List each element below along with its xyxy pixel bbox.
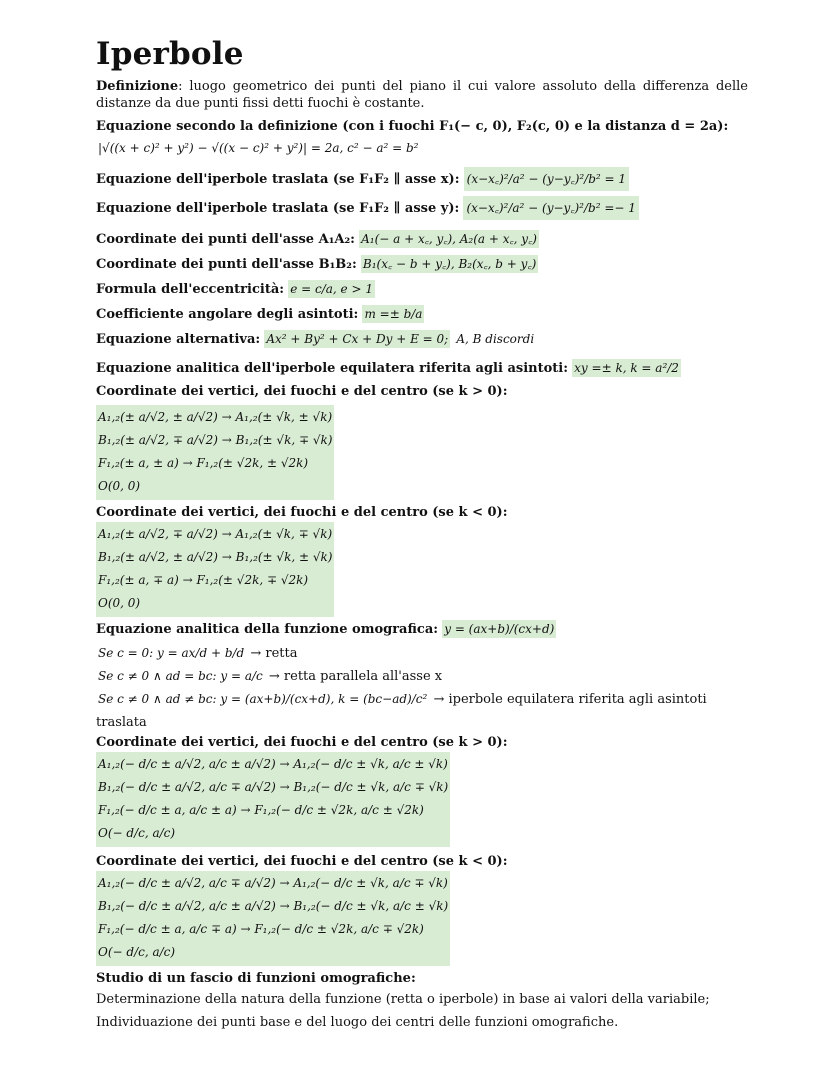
axis-a-row — [96, 227, 748, 252]
eccentricity-formula: e = c/a, e > 1 — [290, 282, 373, 296]
definition-label: Definizione — [96, 79, 179, 94]
vertices-k-neg-heading: Coordinate dei vertici, dei fuochi e del centro (se k < 0): — [96, 505, 508, 520]
list-item: O(− d/c, a/c) — [98, 826, 176, 840]
translated-y-formula: (x−x꜀)²/a² − (y−y꜀)²/b² =− 1 — [463, 196, 638, 220]
homographic-case-1 — [96, 642, 748, 665]
alternative-formula: Ax² + By² + Cx + Dy + E = 0; — [266, 332, 449, 346]
case-condition: Se c ≠ 0 ∧ ad = bc: y = a/c — [98, 669, 263, 683]
vertices-k-neg-list — [96, 522, 334, 617]
alternative-row — [96, 327, 748, 352]
translated-y-label: Equazione dell'iperbole traslata (se F₁F₂ ∥ asse y): — [96, 201, 460, 216]
homo-k-pos-list — [96, 752, 450, 847]
list-item: O(0, 0) — [98, 479, 141, 493]
translated-y-row — [96, 196, 748, 221]
case-result: → iperbole equilatera riferita agli asintoti traslata — [96, 692, 707, 730]
list-item: A₁,₂(− d/c ± a/√2, a/c ± a/√2) → A₁,₂(− d/c ± √k, a/c ± √k) — [98, 757, 448, 771]
list-item: B₁,₂(− d/c ± a/√2, a/c ± a/√2) → B₁,₂(− d/c ± √k, a/c ± √k) — [98, 899, 449, 913]
eccentricity-row — [96, 277, 748, 302]
case-result: → retta — [250, 646, 298, 661]
homographic-case-2 — [96, 665, 748, 688]
axis-a-label: Coordinate dei punti dell'asse A₁A₂: — [96, 232, 355, 247]
list-item: O(− d/c, a/c) — [98, 945, 176, 959]
asymptotes-label: Coefficiente angolare degli asintoti: — [96, 307, 359, 322]
homo-k-neg-heading: Coordinate dei vertici, dei fuochi e del centro (se k < 0): — [96, 854, 508, 869]
asymptotes-formula: m =± b/a — [364, 307, 423, 321]
homographic-label: Equazione analitica della funzione omografica: — [96, 622, 439, 637]
list-item: F₁,₂(± a, ∓ a) → F₁,₂(± √2k, ∓ √2k) — [98, 573, 309, 587]
list-item: F₁,₂(± a, ± a) → F₁,₂(± √2k, ± √2k) — [98, 456, 309, 470]
homographic-case-3 — [96, 688, 748, 734]
list-item: O(0, 0) — [98, 596, 141, 610]
translated-x-label: Equazione dell'iperbole traslata (se F₁F₂ ∥ asse x): — [96, 172, 460, 187]
axis-b-formula: B₁(x꜀ − b + y꜀), B₂(x꜀, b + y꜀) — [362, 257, 537, 271]
case-result: → retta parallela all'asse x — [268, 669, 443, 684]
axis-a-formula: A₁(− a + x꜀, y꜀), A₂(a + x꜀, y꜀) — [361, 232, 537, 246]
list-item: B₁,₂(− d/c ± a/√2, a/c ∓ a/√2) → B₁,₂(− d/c ± √k, a/c ∓ √k) — [98, 780, 449, 794]
eccentricity-label: Formula dell'eccentricità: — [96, 282, 285, 297]
equilateral-row — [96, 356, 748, 381]
case-condition: Se c = 0: y = ax/d + b/d — [98, 646, 245, 660]
homographic-row — [96, 617, 748, 642]
definition-text: : luogo geometrico dei punti del piano il cui valore assoluto della differenza delle distanze da due punti fissi detti fuochi è costante. — [96, 79, 748, 111]
list-item: F₁,₂(− d/c ± a, a/c ∓ a) → F₁,₂(− d/c ± √2k, a/c ∓ √2k) — [98, 922, 424, 936]
axis-b-row — [96, 252, 748, 277]
vertices-k-pos-heading: Coordinate dei vertici, dei fuochi e del centro (se k > 0): — [96, 384, 508, 399]
homo-k-neg-list — [96, 871, 450, 966]
homographic-formula: y = (ax+b)/(cx+d) — [444, 622, 555, 636]
eq-definition-heading: Equazione secondo la definizione (con i fuochi F₁(− c, 0), F₂(c, 0) e la distanza d = 2a): — [96, 119, 729, 134]
translated-x-formula: (x−x꜀)²/a² − (y−y꜀)²/b² = 1 — [464, 167, 629, 191]
definition-paragraph — [96, 78, 748, 112]
list-item: B₁,₂(± a/√2, ∓ a/√2) → B₁,₂(± √k, ∓ √k) — [98, 433, 333, 447]
list-item: A₁,₂(± a/√2, ∓ a/√2) → A₁,₂(± √k, ∓ √k) — [98, 527, 333, 541]
translated-x-row — [96, 167, 748, 192]
list-item: A₁,₂(− d/c ± a/√2, a/c ∓ a/√2) → A₁,₂(− d/c ± √k, a/c ∓ √k) — [98, 876, 448, 890]
equilateral-label: Equazione analitica dell'iperbole equilatera riferita agli asintoti: — [96, 361, 569, 376]
axis-b-label: Coordinate dei punti dell'asse B₁B₂: — [96, 257, 357, 272]
asymptotes-row — [96, 302, 748, 327]
page-title: Iperbole — [96, 36, 244, 72]
document-page — [96, 36, 748, 1034]
homo-k-pos-heading: Coordinate dei vertici, dei fuochi e del centro (se k > 0): — [96, 735, 508, 750]
alternative-note: A, B discordi — [456, 332, 535, 346]
list-item: F₁,₂(− d/c ± a, a/c ± a) → F₁,₂(− d/c ± √2k, a/c ± √2k) — [98, 803, 424, 817]
bundle-heading: Studio di un fascio di funzioni omografiche: — [96, 971, 416, 986]
case-condition: Se c ≠ 0 ∧ ad ≠ bc: y = (ax+b)/(cx+d), k = (bc−ad)/c² — [98, 692, 428, 706]
bundle-line-1: Determinazione della natura della funzione (retta o iperbole) in base ai valori della variabile; — [96, 992, 710, 1007]
eq-definition-row — [96, 136, 748, 161]
bundle-line-2: Individuazione dei punti base e del luogo dei centri delle funzioni omografiche. — [96, 1015, 619, 1030]
list-item: A₁,₂(± a/√2, ± a/√2) → A₁,₂(± √k, ± √k) — [98, 410, 333, 424]
alternative-label: Equazione alternativa: — [96, 332, 261, 347]
equilateral-formula: xy =± k, k = a²/2 — [574, 361, 679, 375]
list-item: B₁,₂(± a/√2, ± a/√2) → B₁,₂(± √k, ± √k) — [98, 550, 333, 564]
eq-definition-formula: |√((x + c)² + y²) − √((x − c)² + y²)| = 2a, c² − a² = b² — [98, 141, 419, 155]
vertices-k-pos-list — [96, 405, 334, 500]
